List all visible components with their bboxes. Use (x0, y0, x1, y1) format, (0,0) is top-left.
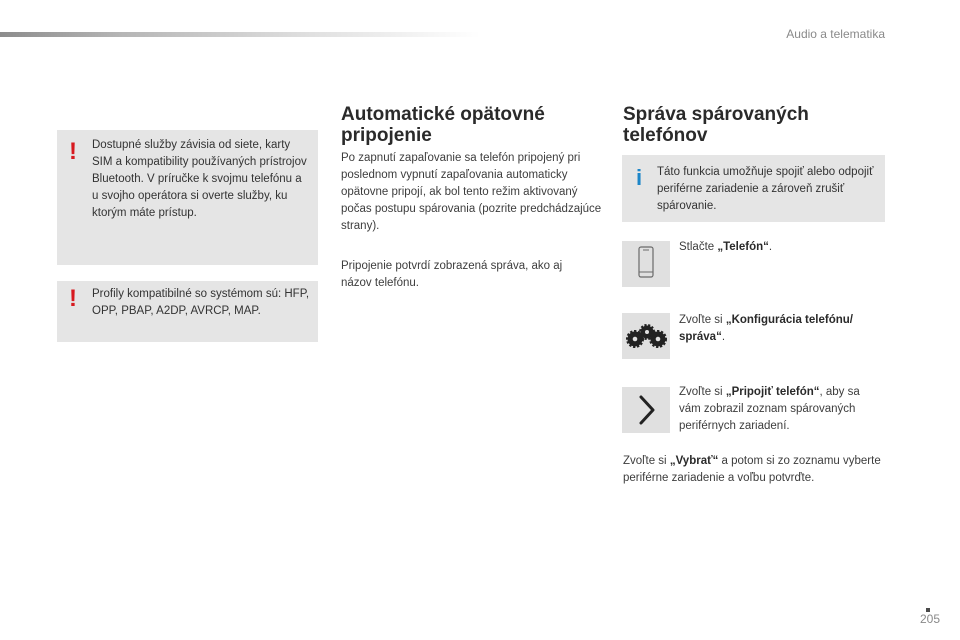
warning-note-profiles (57, 281, 318, 342)
info-icon: i (636, 165, 643, 190)
paired-phones-heading: Správa spárovaných telefónov (623, 104, 809, 146)
phone-label: „Telefón“ (717, 241, 769, 253)
phone-config-button[interactable] (622, 313, 670, 359)
header-gradient-bar (0, 32, 480, 37)
connect-label: „Pripojiť telefón“ (725, 386, 820, 398)
step-press-phone: Stlačte „Telefón“. (679, 241, 773, 253)
connect-phone-button[interactable] (622, 387, 670, 433)
chevron-right-icon (622, 387, 670, 433)
connection-confirm-paragraph: Pripojenie potvrdí zobrazená správa, ako aj názov telefónu. (341, 260, 563, 289)
warning-text: Profily kompatibilné so systémom sú: HFP, OPP, PBAP, A2DP, AVRCP, MAP. (92, 288, 310, 317)
page-number: 205 (919, 612, 940, 626)
gears-icon (622, 313, 670, 359)
config-label: „Konfigurácia telefónu/ správa“ (679, 314, 853, 343)
exclamation-icon: ! (69, 138, 77, 165)
info-text: Táto funkcia umožňuje spojiť alebo odpojiť periférne zariadenie a zároveň zrušiť spárovanie. (657, 166, 874, 212)
choose-label: „Vybrať“ (669, 455, 719, 467)
exclamation-icon: ! (69, 285, 77, 312)
warning-note-network (57, 130, 318, 265)
smartphone-icon (622, 241, 670, 287)
auto-reconnect-paragraph: Po zapnutí zapaľovanie sa telefón pripojený pri poslednom vypnutí zapaľovania automaticky opätovne pripojí, ak bol tento režim aktivovaný počas postupu spárovania (pozrite predchádzajúce strany). (341, 152, 602, 232)
step-connect-phone: Zvoľte si „Pripojiť telefón“, aby sa vám zobrazil zoznam spárovaných periférnych zariadení. (679, 386, 860, 432)
info-note (622, 155, 885, 222)
step-choose-device: Zvoľte si „Vybrať“ a potom si zo zoznamu vyberte periférne zariadenie a voľbu potvrďte. (623, 455, 881, 484)
warning-text: Dostupné služby závisia od siete, karty SIM a kompatibility používaných prístrojov Bluetooth. V príručke k svojmu telefónu a u svojho operátora si overte služby, ku ktorým máte prístup. (92, 139, 307, 219)
auto-reconnect-heading: Automatické opätovné pripojenie (341, 104, 545, 146)
step-select-config: Zvoľte si „Konfigurácia telefónu/ správa“. (679, 314, 853, 343)
phone-button[interactable] (622, 241, 670, 287)
section-title: Audio a telematika (786, 27, 885, 41)
